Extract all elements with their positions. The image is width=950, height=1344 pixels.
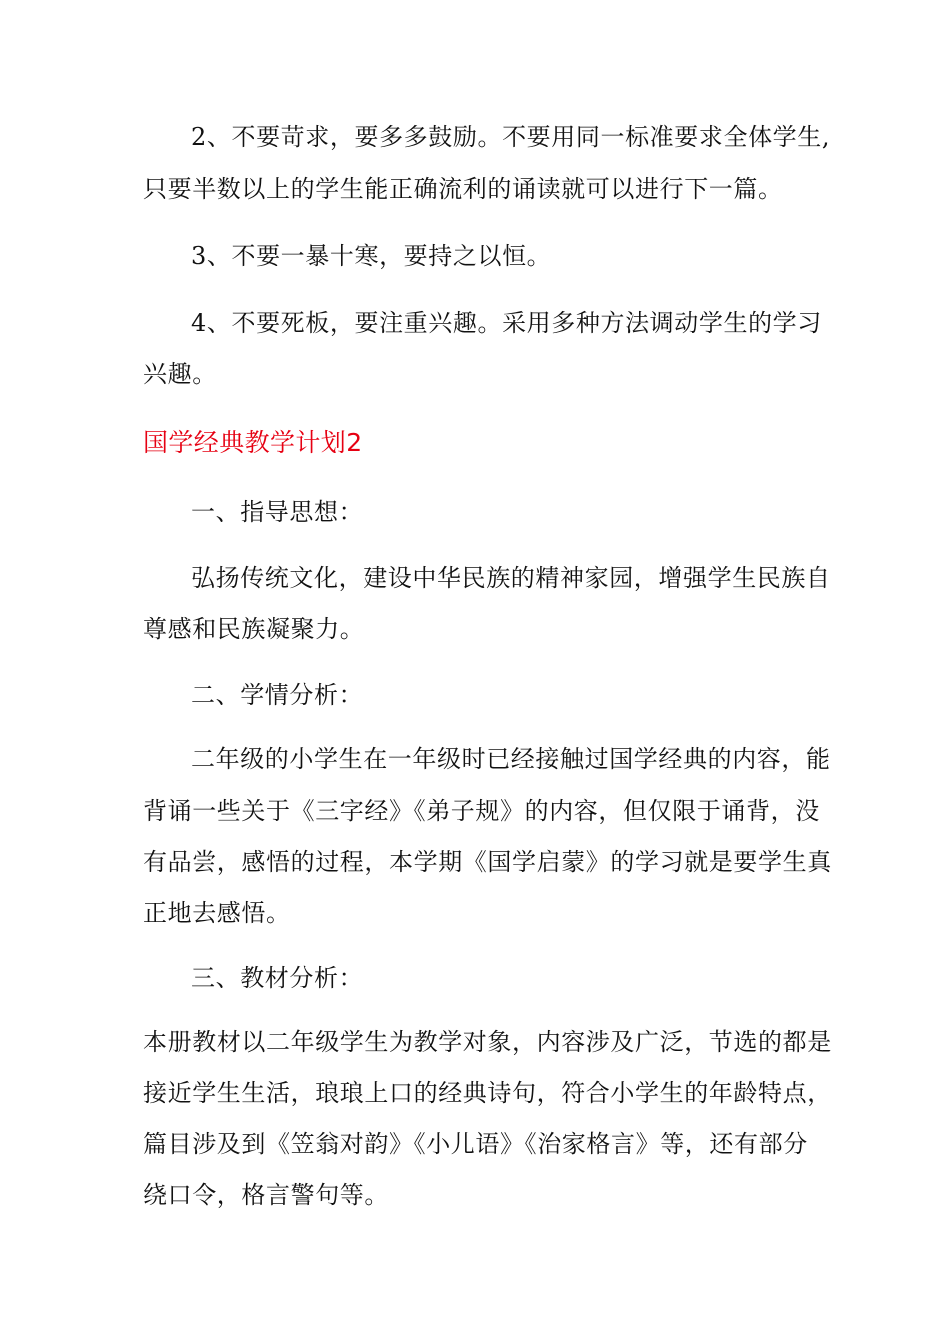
textbook-line-4: 绕口令，格言警句等。 (143, 1181, 389, 1209)
paragraph-2-line-2: 只要半数以上的学生能正确流利的诵读就可以进行下一篇。 (143, 175, 783, 203)
ideology-line-1: 弘扬传统文化，建设中华民族的精神家园，增强学生民族自 (191, 564, 831, 592)
section-title: 国学经典教学计划2 (143, 428, 363, 457)
paragraph-4-line-2: 兴趣。 (143, 360, 217, 388)
heading-textbook-analysis: 三、教材分析： (191, 964, 364, 992)
textbook-line-1: 本册教材以二年级学生为教学对象，内容涉及广泛，节选的都是 (143, 1028, 832, 1056)
ideology-line-2: 尊感和民族凝聚力。 (143, 615, 365, 643)
heading-learning-analysis: 二、学情分析： (191, 681, 364, 709)
heading-guiding-ideology: 一、指导思想： (191, 498, 364, 526)
textbook-line-2: 接近学生生活，琅琅上口的经典诗句，符合小学生的年龄特点， (143, 1079, 832, 1107)
analysis-line-3: 有品尝，感悟的过程，本学期《国学启蒙》的学习就是要学生真 (143, 848, 832, 876)
analysis-line-4: 正地去感悟。 (143, 899, 291, 927)
analysis-line-1: 二年级的小学生在一年级时已经接触过国学经典的内容，能 (191, 745, 831, 773)
textbook-line-3: 篇目涉及到《笠翁对韵》《小儿语》《治家格言》等，还有部分 (143, 1130, 808, 1158)
analysis-line-2: 背诵一些关于《三字经》《弟子规》的内容，但仅限于诵背，没 (143, 797, 820, 825)
paragraph-2-line-1: 2、不要苛求，要多多鼓励。不要用同一标准要求全体学生, (191, 123, 831, 151)
paragraph-4-line-1: 4、不要死板，要注重兴趣。采用多种方法调动学生的学习 (191, 309, 822, 337)
paragraph-3-line-1: 3、不要一暴十寒，要持之以恒。 (191, 242, 552, 270)
